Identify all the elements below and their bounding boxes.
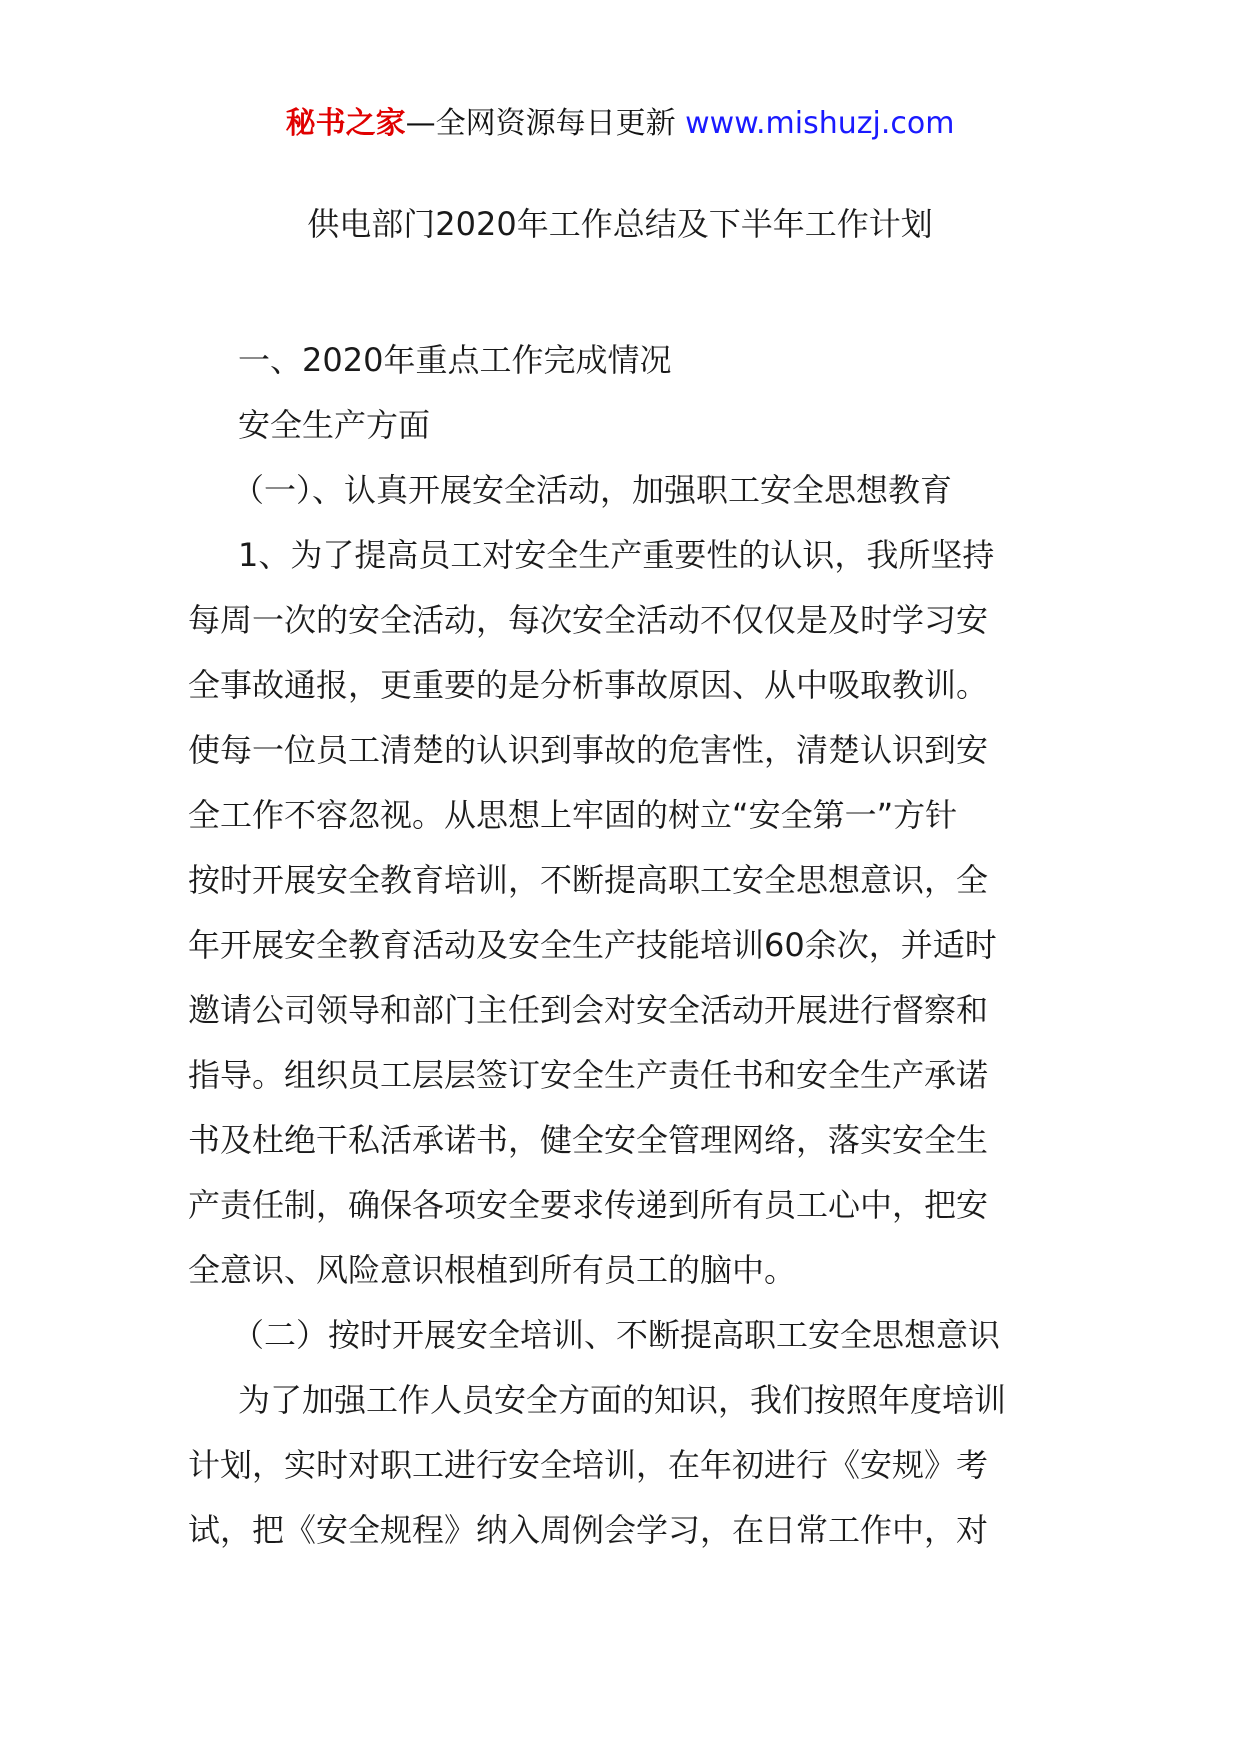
- paragraph-line: 计划，实时对职工进行安全培训，在年初进行《安规》考: [188, 1446, 989, 1484]
- paragraph-line: 每周一次的安全活动，每次安全活动不仅仅是及时学习安: [188, 601, 989, 639]
- site-banner: [0, 104, 1240, 144]
- paragraph-line: 1、为了提高员工对安全生产重要性的认识，我所坚持: [238, 536, 995, 574]
- paragraph-line: 试，把《安全规程》纳入周例会学习，在日常工作中，对: [188, 1511, 989, 1549]
- paragraph-line: 为了加强工作人员安全方面的知识，我们按照年度培训: [238, 1381, 1007, 1419]
- item-heading: （二）按时开展安全培训、不断提高职工安全思想意识: [232, 1316, 1001, 1354]
- paragraph-line: 书及杜绝干私活承诺书，健全安全管理网络，落实安全生: [188, 1121, 989, 1159]
- banner-slogan: —全网资源每日更新: [405, 106, 676, 141]
- paragraph-line: 全意识、风险意识根植到所有员工的脑中。: [188, 1251, 797, 1289]
- site-url-link[interactable]: www.mishuzj.com: [685, 106, 955, 141]
- brand-name: 秘书之家: [285, 106, 406, 141]
- document-title: 供电部门2020年工作总结及下半年工作计划: [307, 205, 933, 243]
- document-body: [188, 328, 1054, 1563]
- paragraph-line: 邀请公司领导和部门主任到会对安全活动开展进行督察和: [188, 991, 989, 1029]
- paragraph-line: 产责任制，确保各项安全要求传递到所有员工心中，把安: [188, 1186, 989, 1224]
- subsection-heading: 安全生产方面: [238, 406, 431, 444]
- paragraph-line: 全事故通报，更重要的是分析事故原因、从中吸取教训。: [188, 666, 989, 704]
- paragraph-line: 指导。组织员工层层签订安全生产责任书和安全生产承诺: [188, 1056, 989, 1094]
- section-heading: 一、2020年重点工作完成情况: [238, 341, 672, 379]
- paragraph-line: 全工作不容忽视。从思想上牢固的树立“安全第一”方针: [188, 796, 958, 834]
- paragraph-line: 年开展安全教育活动及安全生产技能培训60余次，并适时: [188, 926, 997, 964]
- paragraph-line: 使每一位员工清楚的认识到事故的危害性，清楚认识到安: [188, 731, 989, 769]
- item-heading: （一）、认真开展安全活动，加强职工安全思想教育: [232, 471, 953, 509]
- paragraph-line: 按时开展安全教育培训，不断提高职工安全思想意识，全: [188, 861, 989, 899]
